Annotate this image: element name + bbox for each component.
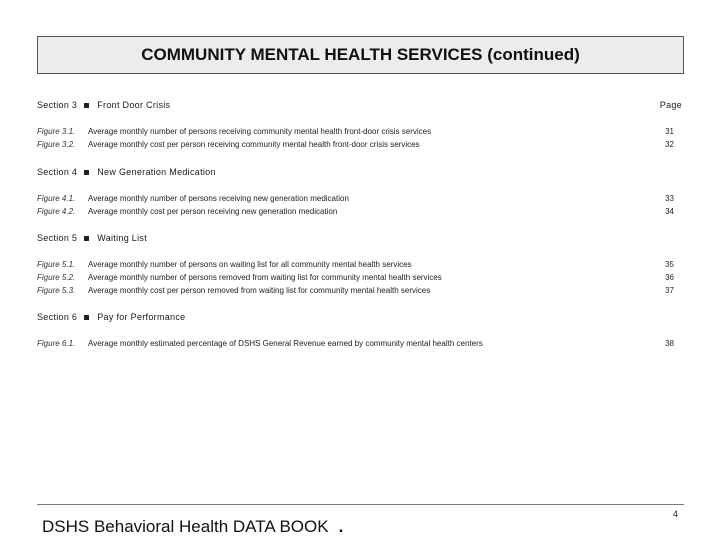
figure-row[interactable] (37, 338, 674, 349)
figure-page: 32 (665, 140, 674, 149)
figure-row[interactable] (37, 285, 674, 296)
square-bullet-icon (84, 103, 89, 108)
figure-row[interactable] (37, 206, 674, 217)
figure-page: 34 (665, 207, 674, 216)
figure-label: Figure 6.1. (37, 339, 76, 348)
figure-page: 38 (665, 339, 674, 348)
section-name: Front Door Crisis (97, 100, 171, 110)
figure-page: 36 (665, 273, 674, 282)
footer-book-title: DSHS Behavioral Health DATA BOOK (42, 517, 329, 536)
figure-page: 33 (665, 194, 674, 203)
section-name: Pay for Performance (97, 312, 186, 322)
square-bullet-icon (84, 236, 89, 241)
figure-row[interactable] (37, 126, 674, 137)
figure-page: 35 (665, 260, 674, 269)
figure-label: Figure 4.2. (37, 207, 76, 216)
section-heading (37, 100, 170, 110)
figure-row[interactable] (37, 259, 674, 270)
figure-description: Average monthly cost per person removed from waiting list for community mental health services (88, 286, 431, 295)
figure-description: Average monthly estimated percentage of DSHS General Revenue earned by community mental health centers (88, 339, 483, 348)
figure-label: Figure 5.3. (37, 286, 76, 295)
figure-row[interactable] (37, 193, 674, 204)
section-label: Section 5 (37, 233, 78, 243)
footer-book-title-container (42, 517, 343, 537)
figure-label: Figure 5.2. (37, 273, 76, 282)
section-name: Waiting List (97, 233, 148, 243)
figure-description: Average monthly number of persons on waiting list for all community mental health services (88, 260, 412, 269)
figure-description: Average monthly number of persons removed from waiting list for community mental health services (88, 273, 442, 282)
figure-description: Average monthly cost per person receiving new generation medication (88, 207, 338, 216)
section-heading (37, 233, 147, 243)
page-title: COMMUNITY MENTAL HEALTH SERVICES (continued) (141, 45, 580, 64)
section-name: New Generation Medication (97, 167, 216, 177)
section-label: Section 3 (37, 100, 78, 110)
section-heading (37, 167, 216, 177)
figure-description: Average monthly number of persons receiving community mental health front-door crisis services (88, 127, 432, 136)
footer-divider (37, 504, 684, 505)
figure-label: Figure 3.2. (37, 140, 76, 149)
figure-description: Average monthly cost per person receiving community mental health front-door crisis services (88, 140, 420, 149)
section-heading (37, 312, 185, 322)
footer-page-number: 4 (672, 509, 678, 519)
page-title-box (37, 36, 684, 74)
footer-trailing-mark: . (338, 517, 344, 536)
square-bullet-icon (84, 170, 89, 175)
figure-row[interactable] (37, 272, 674, 283)
figure-label: Figure 5.1. (37, 260, 76, 269)
figure-label: Figure 4.1. (37, 194, 76, 203)
figure-row[interactable] (37, 139, 674, 150)
section-label: Section 6 (37, 312, 78, 322)
figure-page: 37 (665, 286, 674, 295)
page-column-header: Page (659, 100, 682, 110)
figure-label: Figure 3.1. (37, 127, 76, 136)
square-bullet-icon (84, 315, 89, 320)
section-label: Section 4 (37, 167, 78, 177)
figure-page: 31 (665, 127, 674, 136)
figure-description: Average monthly number of persons receiving new generation medication (88, 194, 349, 203)
